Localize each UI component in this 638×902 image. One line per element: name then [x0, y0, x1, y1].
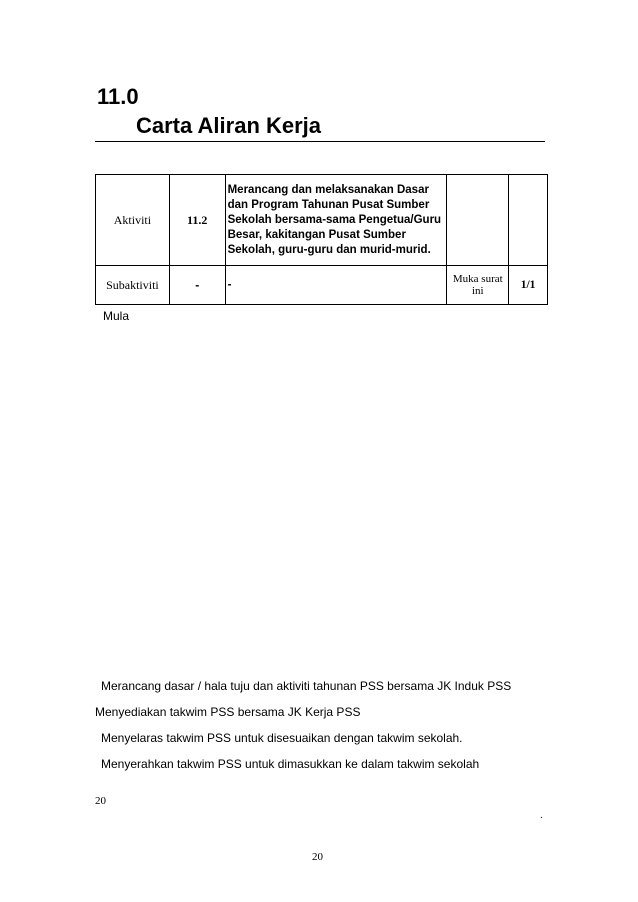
subactivity-label: Subaktiviti [96, 266, 170, 305]
page-value: 1/1 [509, 266, 548, 305]
activity-row [96, 175, 548, 266]
page-title: Carta Aliran Kerja [136, 113, 322, 138]
flow-start-label: Mula [103, 309, 130, 323]
page-label: Muka surat ini [447, 266, 509, 305]
flow-step: Menyediakan takwim PSS bersama JK Kerja PSS [95, 705, 361, 719]
activity-empty-cell [509, 175, 548, 266]
page-number-left: 20 [95, 795, 106, 807]
footer-dot: . [540, 810, 543, 821]
subactivity-row [96, 266, 548, 305]
subactivity-description: - [225, 266, 447, 305]
activity-table [95, 174, 548, 305]
page-number: 20 [312, 851, 323, 863]
flow-step: Menyelaras takwim PSS untuk disesuaikan dengan takwim sekolah. [101, 731, 463, 745]
activity-empty-cell [447, 175, 509, 266]
activity-description: Merancang dan melaksanakan Dasar dan Program Tahunan Pusat Sumber Sekolah bersama-sama Pengetua/Guru Besar, kakitangan Pusat Sumber Sekolah, guru-guru dan murid-murid. [225, 175, 447, 266]
flow-step: Merancang dasar / hala tuju dan aktiviti tahunan PSS bersama JK Induk PSS [101, 679, 512, 693]
section-number: 11.0 [97, 84, 139, 109]
activity-code: 11.2 [169, 175, 225, 266]
subactivity-code: - [169, 266, 225, 305]
title-underline [95, 141, 545, 142]
activity-label: Aktiviti [96, 175, 170, 266]
flow-step: Menyerahkan takwim PSS untuk dimasukkan ke dalam takwim sekolah [101, 757, 480, 771]
